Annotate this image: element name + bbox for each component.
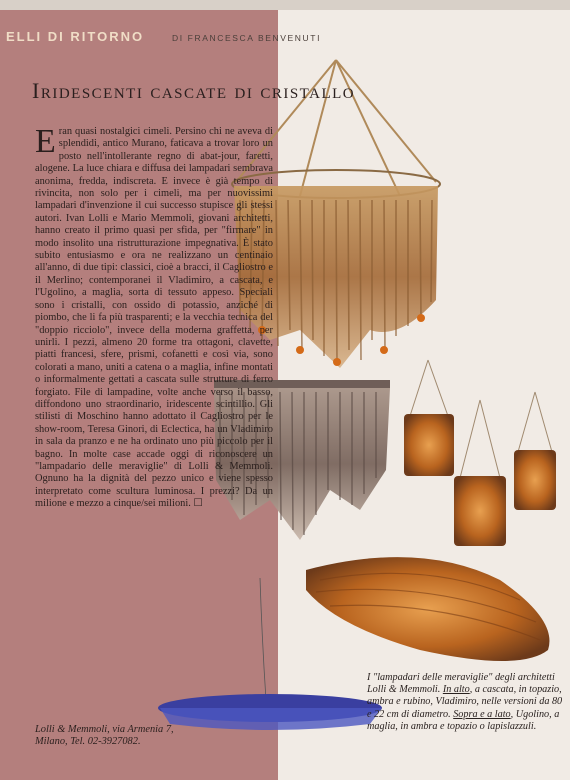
- article-body-text: ran quasi nostalgici cimeli. Persino chi ne aveva di splendidi, antico Murano, faticava a trovar loro un posto nell'intollerante regno di abat-jour, faretti, alogene. La luce chiara e diffusa dei lampadari sembrava anonima, fredda, indiscreta. E invece è già tempo di rivincita, non solo per i cimeli, ma per nuovissimi lampadari d'invenzione il cui successo stupisce gli stessi autori. Ivan Lolli e Mario Memmoli, giovani architetti, hanno creato il primo quasi per sfida, per "firmare" in modo insolito una ristrutturazione impegnativa. È stato subito entusiasmo e ora ne realizzano un centinaio all'anno, di due tipi: classici, cioè a bracci, il Cagliostro e il Merlino; contemporanei il Vladimiro, a cascata, e l'Ugolino, a maglia, sorta di tessuto appeso. Speciali sono i cristalli, con ossido di potassio, anziché di piombo, che li fa più trasparenti; e la vecchia tecnica del "doppio ricciolo", invece della moderna graffetta, per unirli. I pezzi, almeno 20 forme tra ottagoni, clavette, piatti francesi, sfere, prismi, cofanetti e così via, sono colorati a mano, uniti a catena o a maglia, infine montati o informalmente gettati a cascata sulle strutture di ferro forgiato. File di lampadine, volte anche verso il basso, diffondono uno straordinario, iridescente scintillio. Gli stilisti di Moschino hanno adottato il Cagliostro per le show-room, Teresa Ginori, di Eclectica, ha un Vladimiro in sala da pranzo e ne ha ordinato uno più piccolo per il bagno. In molte case accade oggi di riconoscere un "lampadario delle meraviglie" di Lolli & Memmoli. Ognuno ha la dignità del pezzo unico e viene spesso interpretato come scultura luminosa. I prezzi? Da un milione e mezzo a cinque/sei milioni. ☐: [35, 126, 273, 510]
- vladimiro-small-amber-chandeliers: [404, 360, 556, 546]
- caption-intro: I "lampadari delle meraviglie" degli architetti Lolli & Memmoli.: [367, 672, 555, 696]
- drop-cap: E: [35, 123, 56, 160]
- article-headline: Iridescenti cascate di cristallo: [32, 78, 356, 103]
- ugolino-amber-mesh: [306, 557, 549, 661]
- caption-vladimiro: , a cascata, in topazio, ambra e rubino, Vladimiro, nelle versioni da 80 e 22 cm di diametro.: [367, 684, 563, 720]
- caption-ugolino: , Ugolino, a maglia, in ambra e topazio o lapislazzuli.: [367, 708, 560, 732]
- author-byline: DI FRANCESCA BENVENUTI: [172, 33, 322, 43]
- maker-address-credit: Lolli & Memmoli, via Armenia 7, Milano, Tel. 02-3927082.: [35, 724, 174, 748]
- caption-sopra-e-a-lato: Sopra e a lato: [453, 708, 511, 720]
- photo-caption: [367, 672, 563, 733]
- caption-in-alto: In alto: [442, 684, 470, 696]
- section-title: ELLI DI RITORNO: [6, 29, 145, 44]
- article-body: [35, 123, 273, 511]
